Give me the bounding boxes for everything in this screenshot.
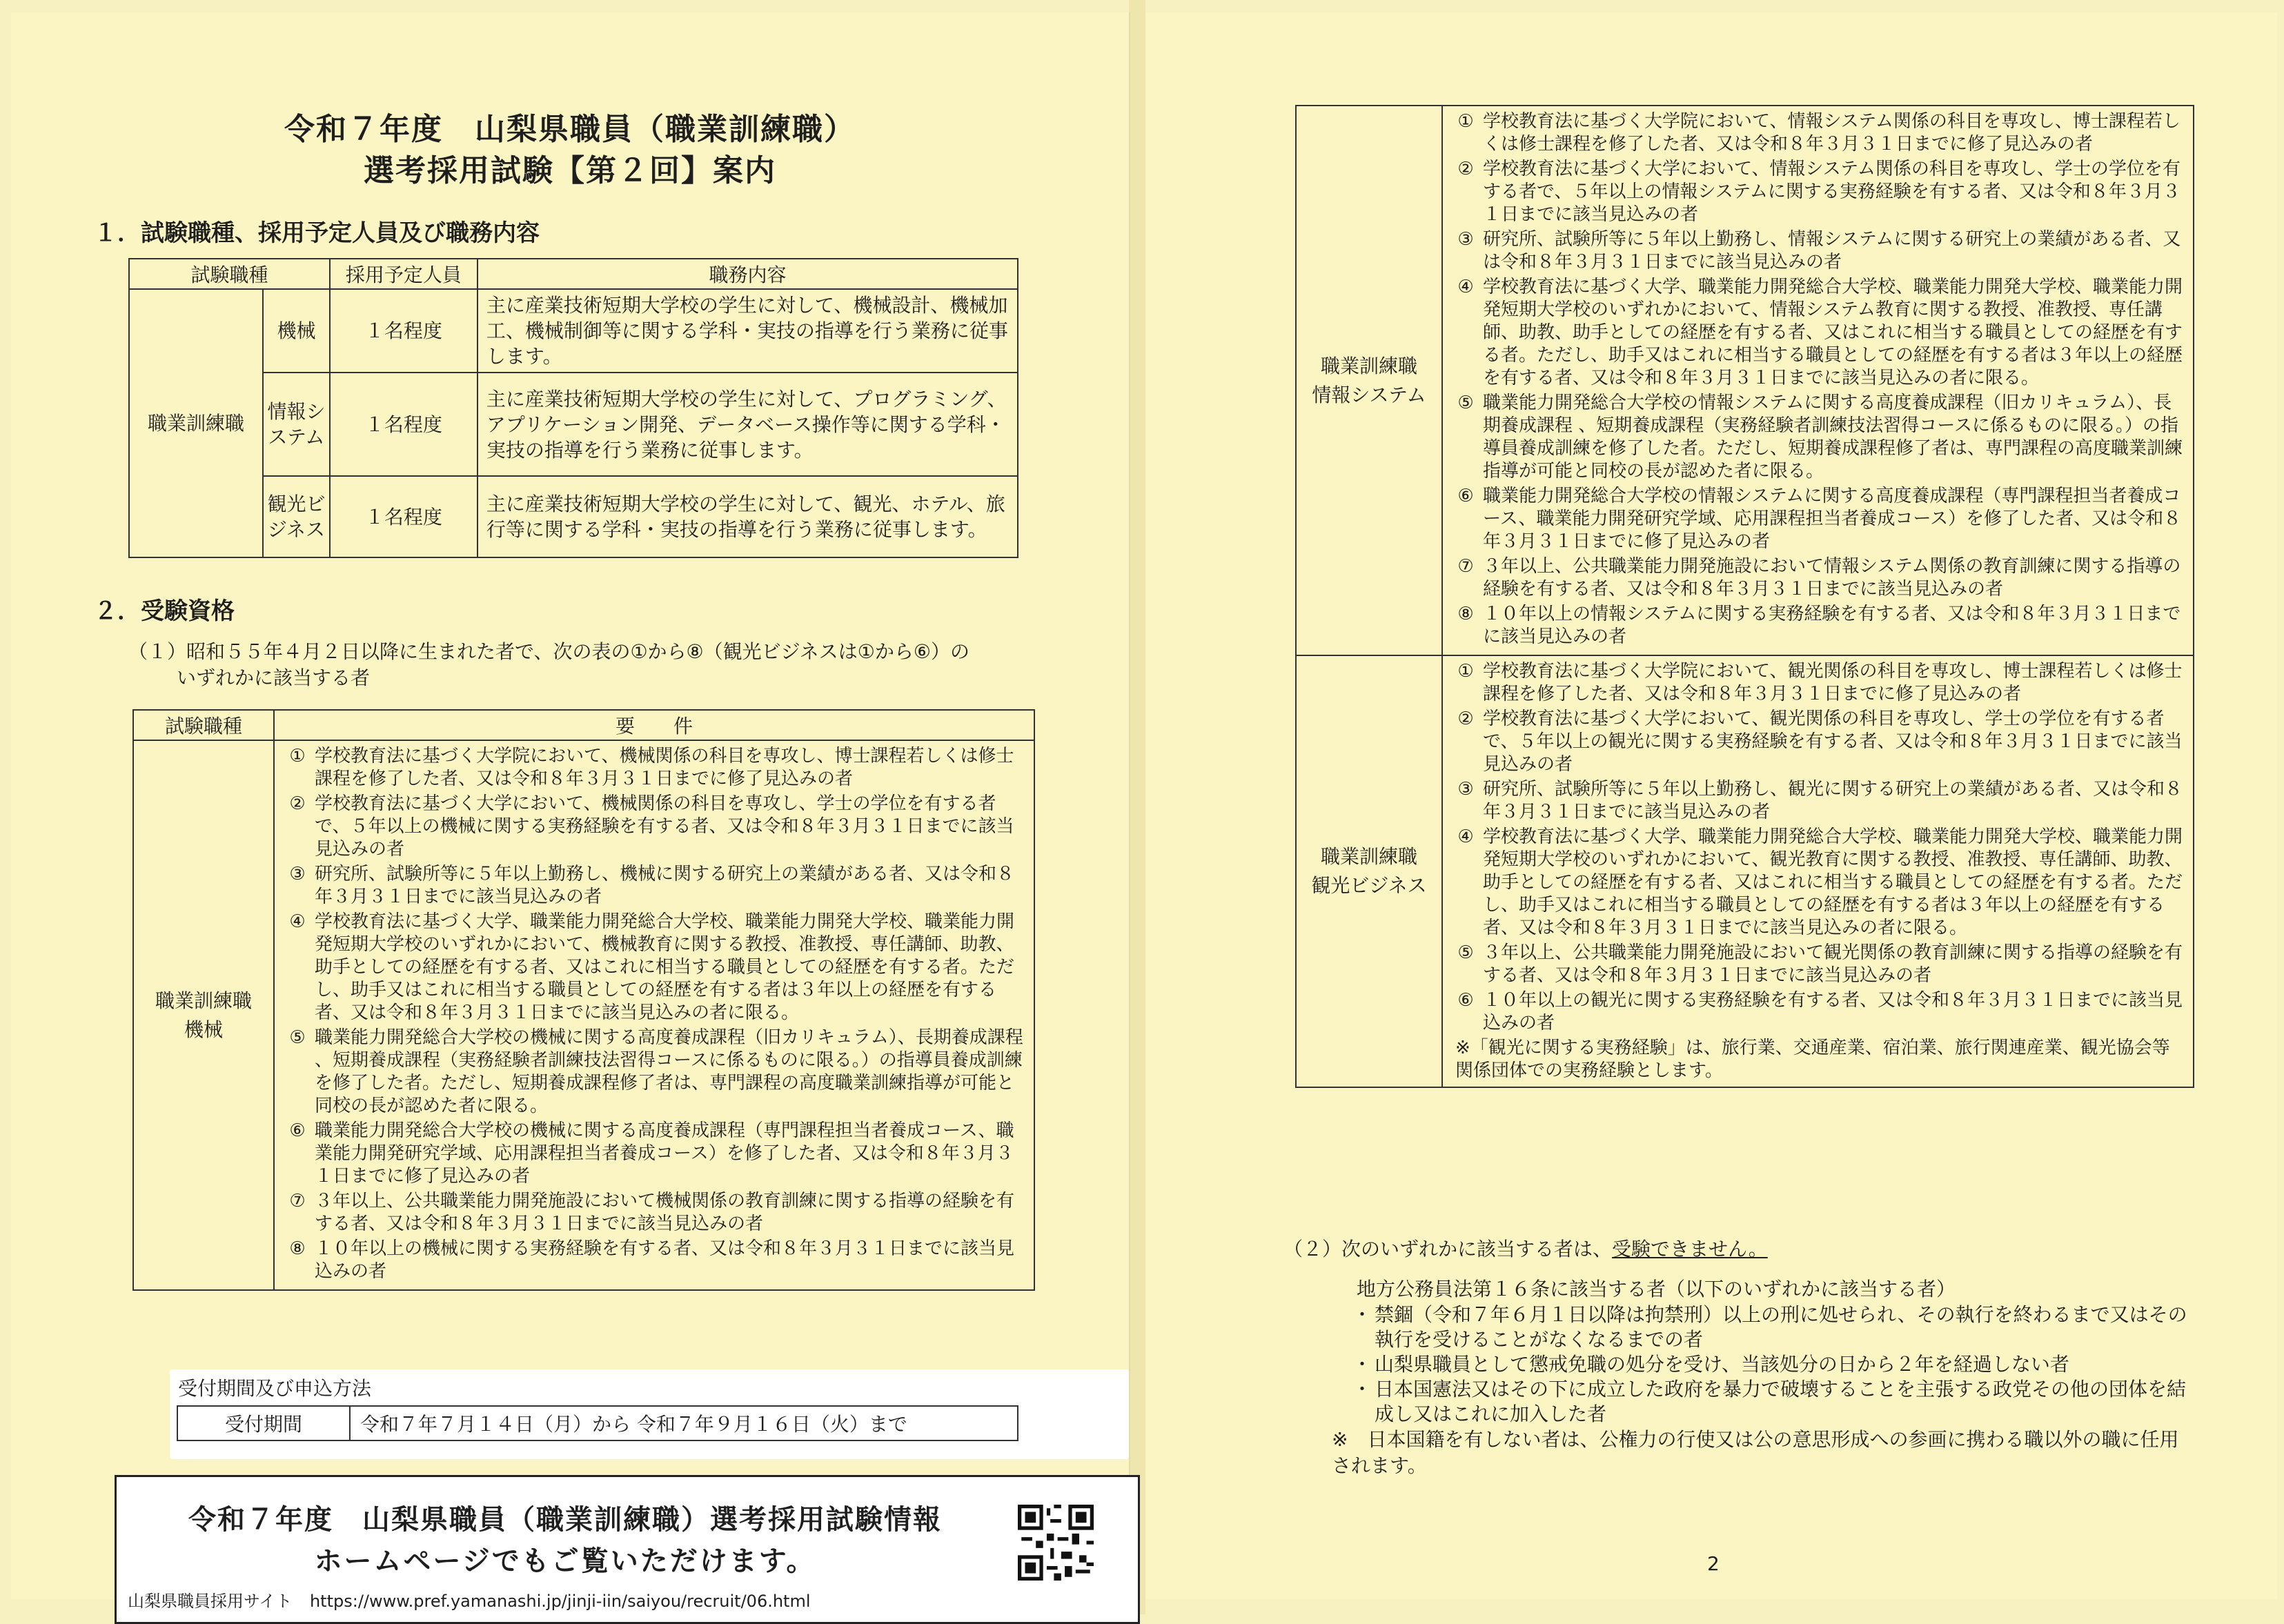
section1-heading: １．試験職種、採用予定人員及び職務内容: [94, 219, 540, 247]
banner-subtitle: ホームページでもご覧いただけます。: [314, 1545, 816, 1577]
requirement-item: ⑦ ３年以上、公共職業能力開発施設において情報システム関係の教育訓練に関する指導の経験を有する者、又は令和８年３月３１日までに該当見込みの者: [1457, 556, 2181, 600]
banner-title: 令和７年度 山梨県職員（職業訓練職）選考採用試験情報: [188, 1504, 942, 1536]
duties-category: 職業訓練職: [129, 289, 263, 557]
req-list-tourism: [1442, 655, 2194, 1087]
duties-count: １名程度: [330, 289, 478, 373]
left-page: [11, 12, 1130, 1611]
requirements-table-info-tourism: [1295, 105, 2194, 1088]
req-list-info: [1442, 106, 2194, 655]
requirement-item: ④ 学校教育法に基づく大学、職業能力開発総合大学校、職業能力開発大学校、職業能力開発短期大学校のいずれかにおいて、情報システム教育に関する教授、准教授、専任講師、助教、助手としての経歴を有する者、又はこれに相当する職員としての経歴を有する者。ただし、助手又はこれに相当する職員としての経歴を有する者は３年以上の経歴を有する者、又は令和８年３月３１日までに該当見込みの者に限る。: [1457, 277, 2183, 388]
req-header-requirements: 要 件: [274, 710, 1034, 740]
requirement-item: ③ 研究所、試験所等に５年以上勤務し、観光に関する研究上の業績がある者、又は令和８年３月３１日までに該当見込みの者: [1457, 779, 2183, 822]
duties-description: 主に産業技術短期大学校の学生に対して、観光、ホテル、旅行等に関する学科・実技の指導を行う業務に従事します。: [478, 476, 1018, 557]
requirement-item: ⑧ １０年以上の情報システムに関する実務経験を有する者、又は令和８年３月３１日までに該当見込みの者: [1457, 604, 2181, 647]
application-heading: 受付期間及び申込方法: [178, 1377, 372, 1400]
document-title-line2: 選考採用試験【第２回】案内: [364, 153, 776, 188]
info-banner: [115, 1475, 1140, 1624]
duties-header-duty: 職務内容: [478, 259, 1018, 289]
requirement-item: ① 学校教育法に基づく大学院において、観光関係の科目を専攻し、博士課程若しくは修士課程を修了した者、又は令和８年３月３１日までに修了見込みの者: [1457, 661, 2183, 704]
requirement-item: ⑦ ３年以上、公共職業能力開発施設において機械関係の教育訓練に関する指導の経験を有する者、又は令和８年３月３１日までに該当見込みの者: [289, 1191, 1015, 1234]
requirement-item: ④ 学校教育法に基づく大学、職業能力開発総合大学校、職業能力開発大学校、職業能力開発短期大学校のいずれかにおいて、機械教育に関する教授、准教授、専任講師、助教、助手としての経歴を有する者、又はこれに相当する職員としての経歴を有する者。ただし、助手又はこれに相当する職員としての経歴を有する者は３年以上の経歴を有する者、又は令和８年３月３１日までに該当見込みの者に限る。: [289, 911, 1015, 1023]
page-number: 2: [1707, 1552, 1720, 1575]
nationality-note: ※ 日本国籍を有しない者は、公権力の行使又は公の意思形成への参画に携わる職以外の職に任用されます。: [1332, 1428, 2179, 1477]
requirement-item: ③ 研究所、試験所等に５年以上勤務し、情報システムに関する研究上の業績がある者、又は令和８年３月３１日までに該当見込みの者: [1457, 229, 2181, 273]
requirement-item: ② 学校教育法に基づく大学において、機械関係の科目を専攻し、学士の学位を有する者で、５年以上の機械に関する実務経験を有する者、又は令和８年３月３１日までに該当見込みの者: [289, 793, 1014, 860]
list-item: ・ 日本国憲法又はその下に成立した政府を暴力で破壊することを主張する政党その他の団体を結成し又はこれに加入した者: [1352, 1378, 2187, 1425]
requirement-item: ⑥ 職業能力開発総合大学校の機械に関する高度養成課程（専門課程担当者養成コース、職業能力開発研究学域、応用課程担当者養成コース）を修了した者、又は令和８年３月３１日までに修了見込みの者: [289, 1120, 1014, 1187]
list-item: ・ 禁錮（令和７年６月１日以降は拘禁刑）以上の刑に処せられ、その執行を終わるまで又はその執行を受けることがなくなるまでの者: [1352, 1303, 2187, 1351]
qr-code-icon[interactable]: [1018, 1505, 1094, 1581]
requirement-item: ② 学校教育法に基づく大学において、情報システム関係の科目を専攻し、学士の学位を有する者で、５年以上の情報システムに関する実務経験を有する者、又は令和８年３月３１日までに該当見込みの者: [1457, 159, 2180, 225]
document-title-line1: 令和７年度 山梨県職員（職業訓練職）: [284, 112, 856, 147]
requirement-item: ⑥ 職業能力開発総合大学校の情報システムに関する高度養成課程（専門課程担当者養成コース、職業能力開発研究学域、応用課程担当者養成コース）を修了した者、又は令和８年３月３１日までに修了見込みの者: [1457, 486, 2182, 552]
duties-header-count: 採用予定人員: [330, 259, 478, 289]
duties-count: １名程度: [330, 476, 478, 557]
duties-type: 観光ビジネス: [263, 476, 330, 557]
requirement-item: ④ 学校教育法に基づく大学、職業能力開発総合大学校、職業能力開発大学校、職業能力開発短期大学校のいずれかにおいて、観光教育に関する教授、准教授、専任講師、助教、助手としての経歴を有する者、又はこれに相当する職員としての経歴を有する者。ただし、助手又はこれに相当する職員としての経歴を有する者は３年以上の経歴を有する者、又は令和８年３月３１日までに該当見込みの者に限る。: [1457, 826, 2183, 938]
eligibility-intro: （１）昭和５５年４月２日以降に生まれた者で、次の表の①から⑧（観光ビジネスは①から⑥）の: [128, 640, 970, 663]
banner-site: [128, 1587, 811, 1612]
req-list-machine: [274, 740, 1034, 1290]
req-category-tourism: 職業訓練職 観光ビジネス: [1296, 655, 1442, 1087]
req-header-type: 試験職種: [133, 710, 274, 740]
banner-url-link[interactable]: https://www.pref.yamanashi.jp/jinji-iin/saiyou/recruit/06.html: [309, 1592, 811, 1611]
list-item: ・ 山梨県職員として懲戒免職の処分を受け、当該処分の日から２年を経過しない者: [1352, 1353, 2069, 1376]
ineligible-list: [1350, 1303, 2198, 1427]
duties-table: [128, 258, 1018, 558]
duties-description: 主に産業技術短期大学校の学生に対して、プログラミング、アプリケーション開発、データベース操作等に関する学科・実技の指導を行う業務に従事します。: [478, 373, 1018, 476]
requirement-item: ① 学校教育法に基づく大学院において、情報システム関係の科目を専攻し、博士課程若しくは修士課程を修了した者、又は令和８年３月３１日までに修了見込みの者: [1457, 111, 2180, 155]
requirements-table-machine: [132, 709, 1035, 1291]
application-period-table: [177, 1405, 1018, 1441]
duties-header-type: 試験職種: [129, 259, 330, 289]
application-box: [170, 1369, 1129, 1459]
requirement-item: ⑤ ３年以上、公共職業能力開発施設において観光関係の教育訓練に関する指導の経験を有する者、又は令和８年３月３１日までに該当見込みの者: [1457, 942, 2183, 986]
period-label: 受付期間: [177, 1406, 350, 1440]
requirement-item: ⑥ １０年以上の観光に関する実務経験を有する者、又は令和８年３月３１日までに該当見込みの者: [1457, 990, 2183, 1033]
requirement-item: ⑤ 職業能力開発総合大学校の情報システムに関する高度養成課程（旧カリキュラム）、長期養成課程 、短期養成課程（実務経験者訓練技法習得コースに係るものに限る。）の指導員養成訓練を修了した者。ただし、短期養成課程修了者は、専門課程の高度職業訓練指導が可能と同校の長が認めた者に限る。: [1457, 393, 2183, 482]
period-value: 令和７年７月１４日（月）から 令和７年９月１６日（火）まで: [350, 1406, 1018, 1440]
duties-type: 機械: [263, 289, 330, 373]
duties-type: 情報システム: [263, 373, 330, 476]
requirement-item: ③ 研究所、試験所等に５年以上勤務し、機械に関する研究上の業績がある者、又は令和８年３月３１日までに該当見込みの者: [289, 864, 1015, 907]
ineligible-intro: （２）次のいずれかに該当する者は、受験できません。: [1283, 1238, 1768, 1260]
page-gutter: [1129, 0, 1145, 1614]
requirement-item: ① 学校教育法に基づく大学院において、機械関係の科目を専攻し、博士課程若しくは修士課程を修了した者、又は令和８年３月３１日までに修了見込みの者: [289, 746, 1014, 789]
requirement-item: ② 学校教育法に基づく大学において、観光関係の科目を専攻し、学士の学位を有する者で、５年以上の観光に関する実務経験を有する者、又は令和８年３月３１日までに該当見込みの者: [1457, 709, 2183, 775]
requirement-item: ⑤ 職業能力開発総合大学校の機械に関する高度養成課程（旧カリキュラム）、長期養成課程 、短期養成課程（実務経験者訓練技法習得コースに係るものに限る。）の指導員養成訓練を修了した者。ただし、短期養成課程修了者は、専門課程の高度職業訓練指導が可能と同校の長が認めた者に限る。: [289, 1027, 1023, 1116]
section2-heading: ２．受験資格: [94, 597, 235, 625]
ineligible-law: 地方公務員法第１６条に該当する者（以下のいずれかに該当する者）: [1357, 1278, 1956, 1300]
banner-site-label: 山梨県職員採用サイト: [128, 1592, 293, 1611]
req-category-info: 職業訓練職 情報システム: [1296, 106, 1442, 655]
duties-description: 主に産業技術短期大学校の学生に対して、機械設計、機械加工、機械制御等に関する学科・実技の指導を行う業務に従事します。: [478, 289, 1018, 373]
tourism-remark: ※「観光に関する実務経験」は、旅行業、交通産業、宿泊業、旅行関連産業、観光協会等関係団体での実務経験とします。: [1455, 1038, 2170, 1081]
requirement-item: ⑧ １０年以上の機械に関する実務経験を有する者、又は令和８年３月３１日までに該当見込みの者: [289, 1238, 1015, 1282]
eligibility-intro-cont: いずれかに該当する者: [177, 666, 371, 689]
req-category-machine: 職業訓練職 機械: [133, 740, 274, 1290]
duties-count: １名程度: [330, 373, 478, 476]
